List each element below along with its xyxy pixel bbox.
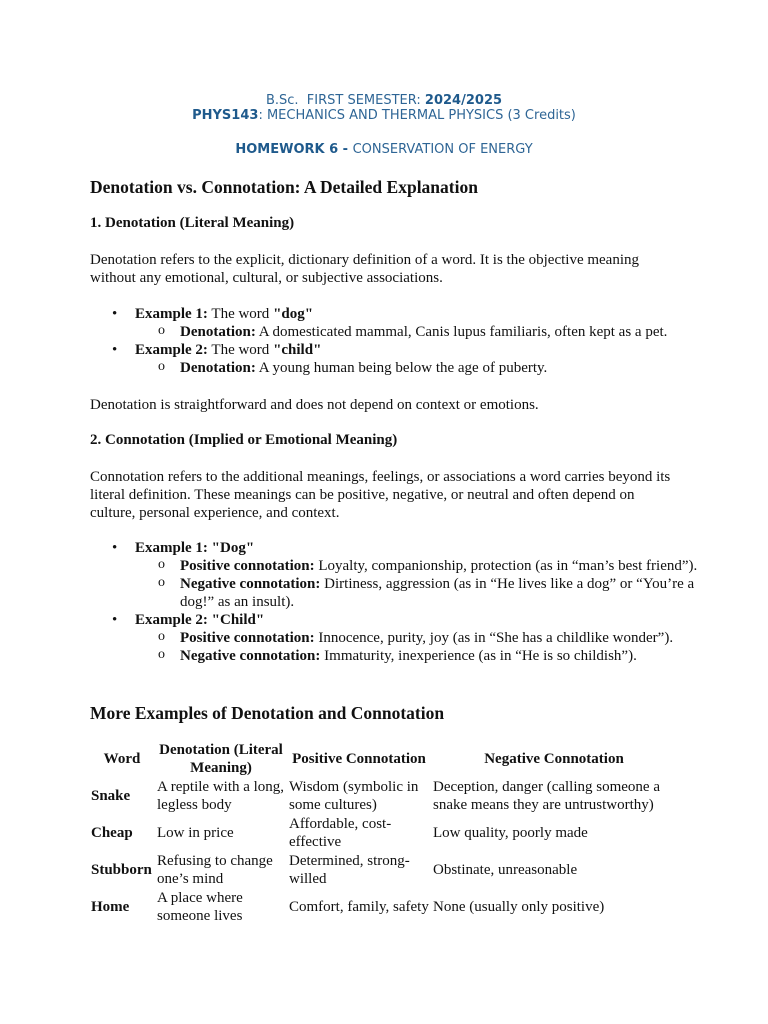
example-text: The word: [207, 342, 274, 358]
example-label: Example 2:: [135, 342, 208, 358]
section-3-heading: More Examples of Denotation and Connotation: [90, 703, 445, 723]
homework-title-line: [0, 142, 768, 158]
word-cell: Home: [91, 898, 130, 915]
negative-text: Immaturity, inexperience (as in “He is so childish”).: [320, 648, 637, 664]
list-item: [90, 611, 710, 665]
positive-cell: Wisdom (symbolic in some cultures): [289, 778, 419, 813]
example-word: "dog": [273, 306, 314, 322]
denotation-examples-list: [90, 305, 710, 377]
document-title: Denotation vs. Connotation: A Detailed Explanation: [90, 177, 478, 197]
course-title-line: [0, 108, 768, 124]
positive-cell: Comfort, family, safety: [289, 898, 429, 915]
word-cell: Stubborn: [91, 861, 152, 878]
negative-cell: Deception, danger (calling someone a snake means they are untrustworthy): [433, 778, 660, 813]
example-label: Example 1: "Dog": [135, 540, 255, 556]
column-header: Denotation (Literal Meaning): [159, 742, 283, 776]
table-row: [89, 814, 677, 851]
table-row: [89, 888, 677, 925]
semester-label: B.Sc. FIRST SEMESTER:: [265, 93, 425, 108]
negative-label: Negative connotation:: [180, 576, 321, 592]
course-semester-line: [0, 93, 768, 109]
positive-cell: Determined, strong-willed: [289, 852, 410, 887]
homework-topic: CONSERVATION OF ENERGY: [352, 142, 533, 157]
negative-text: Dirtiness, aggression (as in “He lives like a dog” or “You’re a dog!” as an insult).: [180, 576, 695, 610]
section-2-paragraph: Connotation refers to the additional meanings, feelings, or associations a word carries beyond its literal definition. These meanings can be positive, negative, or neutral and often depend on culture, personal experience, and context.: [90, 469, 671, 521]
column-header: Negative Connotation: [484, 751, 624, 767]
example-label: Example 1:: [135, 306, 208, 322]
table-row: [89, 851, 677, 888]
positive-cell: Affordable, cost-effective: [289, 815, 392, 850]
sub-list-item: [135, 575, 710, 611]
course-code: PHYS143: [192, 108, 259, 123]
column-header: Positive Connotation: [292, 751, 426, 767]
sub-list: [135, 359, 710, 377]
list-item: [90, 539, 710, 611]
negative-cell: Low quality, poorly made: [433, 824, 588, 841]
examples-table: [89, 741, 677, 925]
table-row: [89, 777, 677, 814]
sub-list-item: [135, 323, 710, 341]
word-cell: Cheap: [91, 824, 133, 841]
denotation-cell: A reptile with a long, legless body: [157, 778, 285, 813]
positive-text: Loyalty, companionship, protection (as in “man’s best friend”).: [314, 558, 698, 574]
list-item: [90, 305, 710, 341]
example-text: The word: [207, 306, 274, 322]
negative-label: Negative connotation:: [180, 648, 321, 664]
positive-label: Positive connotation:: [180, 630, 315, 646]
academic-year: 2024/2025: [424, 93, 503, 108]
sub-list: [135, 629, 710, 665]
sub-label: Denotation:: [180, 324, 256, 340]
homework-number: HOMEWORK 6 -: [235, 142, 353, 157]
sub-list: [135, 557, 710, 611]
denotation-cell: Low in price: [157, 824, 234, 841]
section-2-heading: 2. Connotation (Implied or Emotional Meaning): [90, 432, 398, 448]
section-1-conclusion: Denotation is straightforward and does not depend on context or emotions.: [90, 397, 539, 413]
sub-label: Denotation:: [180, 360, 256, 376]
list-item: [90, 341, 710, 377]
example-label: Example 2: "Child": [135, 612, 265, 628]
negative-cell: Obstinate, unreasonable: [433, 861, 578, 878]
sub-list-item: [135, 557, 710, 575]
positive-label: Positive connotation:: [180, 558, 315, 574]
section-1-heading: 1. Denotation (Literal Meaning): [90, 215, 295, 231]
course-title: : MECHANICS AND THERMAL PHYSICS (3 Credits): [258, 108, 576, 123]
table-header-row: [89, 741, 677, 777]
column-header: Word: [103, 751, 141, 767]
section-1-paragraph: Denotation refers to the explicit, dictionary definition of a word. It is the objective meaning without any emotional, cultural, or subjective associations.: [90, 252, 640, 286]
positive-text: Innocence, purity, joy (as in “She has a childlike wonder”).: [314, 630, 674, 646]
sub-list: [135, 323, 710, 341]
sub-list-item: [135, 647, 710, 665]
sub-list-item: [135, 359, 710, 377]
example-word: "child": [273, 342, 322, 358]
sub-list-item: [135, 629, 710, 647]
word-cell: Snake: [91, 787, 131, 804]
sub-text: A domesticated mammal, Canis lupus familiaris, often kept as a pet.: [255, 324, 668, 340]
denotation-cell: A place where someone lives: [157, 889, 243, 924]
denotation-cell: Refusing to change one’s mind: [157, 852, 273, 887]
sub-text: A young human being below the age of puberty.: [255, 360, 548, 376]
connotation-examples-list: [90, 539, 710, 665]
negative-cell: None (usually only positive): [433, 898, 605, 915]
